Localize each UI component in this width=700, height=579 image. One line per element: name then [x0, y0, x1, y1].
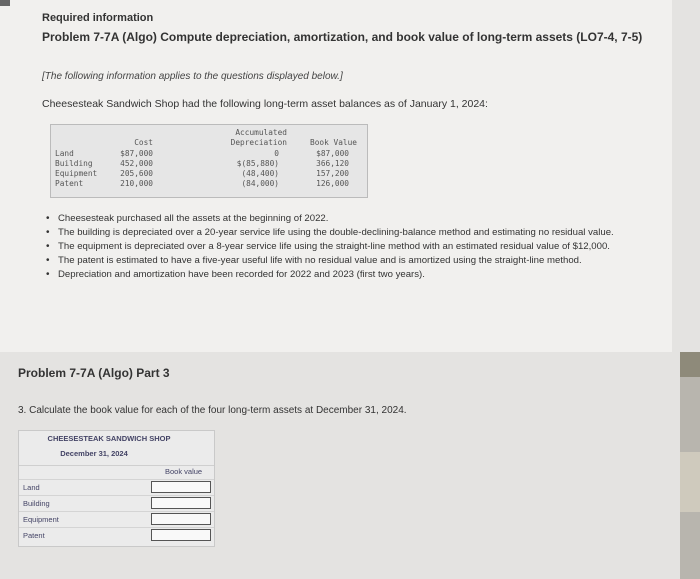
row-label: Building — [23, 499, 50, 508]
intro-text: Cheesesteak Sandwich Shop had the following long-term asset balances as of January 1, 2024: — [42, 98, 488, 110]
row-cost: 210,000 — [120, 179, 153, 188]
required-information-heading: Required information — [42, 12, 154, 24]
row-cost: $87,000 — [120, 149, 153, 158]
row-cost: 452,000 — [120, 159, 153, 168]
building-book-value-input[interactable] — [151, 497, 211, 509]
row-label: Building — [55, 159, 93, 168]
col-book-header: Book Value — [310, 138, 357, 147]
row-label: Land — [55, 149, 74, 158]
table-row — [19, 479, 214, 496]
list-item: • Cheesesteak purchased all the assets at the beginning of 2022. — [44, 214, 664, 225]
land-book-value-input[interactable] — [151, 481, 211, 493]
row-acc: 0 — [274, 149, 279, 158]
question-text: 3. Calculate the book value for each of the four long-term assets at December 31, 2024. — [18, 405, 407, 416]
row-label: Patent — [55, 179, 84, 188]
list-item: • Depreciation and amortization have been recorded for 2022 and 2023 (first two years). — [44, 270, 664, 281]
background-edge-highlight — [680, 452, 700, 512]
row-acc: (84,000) — [241, 179, 279, 188]
table-row — [19, 527, 214, 544]
patent-book-value-input[interactable] — [151, 529, 211, 541]
row-label: Patent — [23, 531, 45, 540]
background-edge — [680, 352, 700, 579]
row-book: $87,000 — [316, 149, 349, 158]
list-item: • The patent is estimated to have a five-year useful life with no residual value and is amortized using the straight-line method. — [44, 256, 664, 267]
info-note: [The following information applies to the questions displayed below.] — [42, 71, 343, 82]
row-label: Equipment — [23, 515, 59, 524]
assumptions-list — [44, 214, 664, 284]
problem-title: Problem 7-7A (Algo) Compute depreciation, amortization, and book value of long-term assets (LO7-4, 7-5) — [42, 30, 643, 44]
col-acc-header-line1: Accumulated — [235, 128, 287, 137]
row-label: Equipment — [55, 169, 98, 178]
background-edge-shade — [680, 352, 700, 377]
equipment-book-value-input[interactable] — [151, 513, 211, 525]
row-cost: 205,600 — [120, 169, 153, 178]
part-title: Problem 7-7A (Algo) Part 3 — [18, 366, 170, 380]
list-item: • The equipment is depreciated over a 8-year service life using the straight-line method with an estimated residual value of $12,000. — [44, 242, 664, 253]
book-value-answer-table — [18, 430, 215, 547]
table-row — [19, 511, 214, 528]
row-label: Land — [23, 483, 40, 492]
row-acc: $(85,880) — [236, 159, 279, 168]
row-acc: (48,400) — [241, 169, 279, 178]
col-acc-header-line2: Depreciation — [230, 138, 287, 147]
asset-balance-table — [50, 124, 368, 198]
row-book: 366,120 — [316, 159, 349, 168]
table-row — [19, 495, 214, 512]
company-name: CHEESESTEAK SANDWICH SHOP — [47, 434, 171, 443]
statement-date: December 31, 2024 — [60, 449, 128, 458]
col-cost-header: Cost — [134, 138, 153, 147]
book-value-column-header: Book value — [165, 467, 203, 476]
list-item: • The building is depreciated over a 20-year service life using the double-declining-balance method and estimating no residual value. — [44, 228, 664, 239]
row-book: 157,200 — [316, 169, 349, 178]
row-book: 126,000 — [316, 179, 349, 188]
